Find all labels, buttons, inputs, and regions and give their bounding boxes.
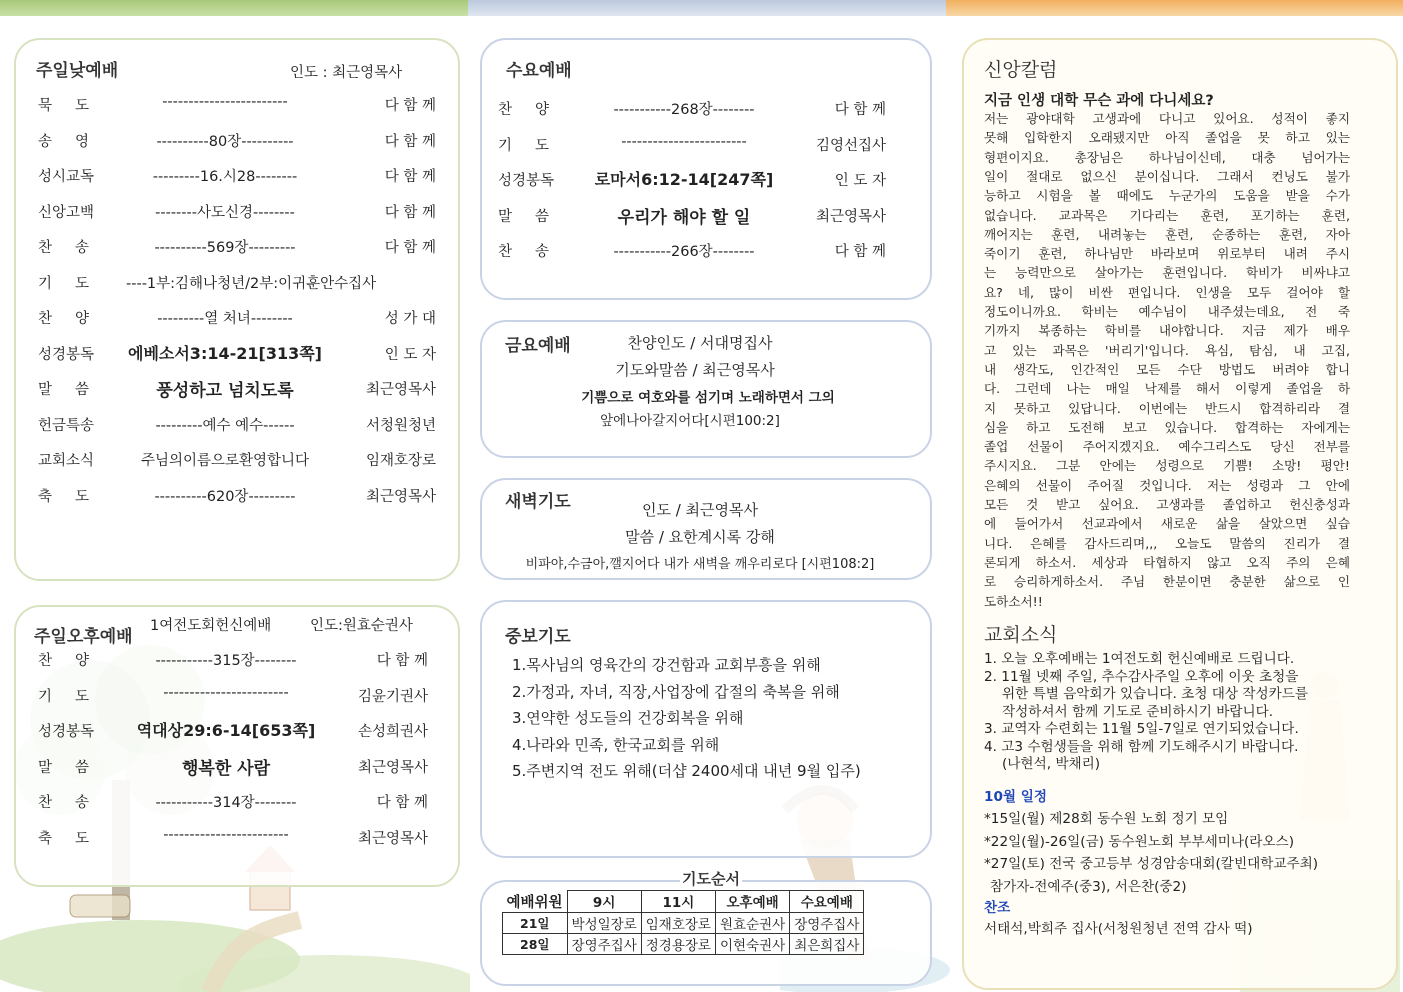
friday-line1: 찬양인도 / 서대명집사 bbox=[627, 334, 773, 352]
service-person: 다 함 께 bbox=[834, 102, 886, 118]
service-item: 축 도 bbox=[38, 488, 90, 505]
column-line: 고 있는 과목은 '버리기'입니다. 욕심, 탐심, 내 고집, bbox=[984, 342, 1350, 358]
intercession-item: 1.목사님의 영육간의 강건함과 교회부흥을 위해 bbox=[512, 656, 821, 674]
column-line: 모든 것 받고 싶어요. 고생과를 졸업하고 헌신충성과 bbox=[984, 497, 1350, 512]
support-title: 찬조 bbox=[984, 900, 1011, 916]
service-content: -----------268장-------- bbox=[613, 102, 755, 118]
service-item: 신앙고백 bbox=[38, 204, 95, 221]
service-content: ------------------------ bbox=[163, 684, 289, 701]
top-bar-green bbox=[0, 0, 468, 16]
news-item: 4. 고3 수험생들을 위해 함께 기도해주시기 바랍니다. bbox=[984, 738, 1299, 755]
service-content: ----------569장--------- bbox=[154, 240, 296, 256]
prayer-order-header-row bbox=[503, 891, 864, 913]
prayer-order-row bbox=[503, 912, 864, 933]
service-person: 다 함 께 bbox=[376, 795, 428, 811]
prayer-order-header-cell: 9시 bbox=[567, 891, 641, 913]
friday-line2: 기도와말씀 / 최근영목사 bbox=[615, 361, 775, 379]
column-line: 니다. 은혜를 감사드리며,,, 오늘도 말씀의 진리가 결 bbox=[984, 535, 1350, 551]
service-item: 기 도 bbox=[498, 137, 550, 154]
service-item: 찬 송 bbox=[38, 795, 90, 811]
service-person: 서청원청년 bbox=[365, 417, 436, 434]
sunday-afternoon-title: 주일오후예배 bbox=[34, 627, 133, 647]
dawn-title: 새벽기도 bbox=[505, 492, 571, 512]
column-line: 없습니다. 교과목은 기다리는 훈련, 포기하는 훈련, bbox=[984, 207, 1350, 223]
schedule-item: *15일(월) 제28회 동수원 노회 정기 모임 bbox=[984, 811, 1229, 827]
news-item: 2. 11월 넷째 주일, 추수감사주일 오후에 이웃 초청을 bbox=[984, 668, 1299, 685]
service-content: --------사도신경-------- bbox=[155, 204, 295, 221]
column-line: 저는 광야대학 고생과에 다니고 있어요. 성적이 좋지 bbox=[984, 111, 1350, 126]
service-person: 최근영목사 bbox=[365, 382, 436, 398]
service-content: 로마서6:12-14[247쪽] bbox=[594, 170, 774, 189]
support-text: 서태석,박희주 집사(서청원청년 전역 감사 떡) bbox=[984, 921, 1253, 937]
prayer-order-header-cell: 11시 bbox=[641, 891, 715, 913]
service-person: 다 함 께 bbox=[384, 204, 436, 221]
column-line: 정도이니까요. 학비는 예수님이 내주셨는데요, 전 죽 bbox=[984, 304, 1350, 319]
service-person: 인 도 자 bbox=[834, 173, 886, 189]
column-line: 형편이지요. 총장님은 하나님이신데, 대충 넘어가는 bbox=[984, 149, 1350, 165]
intercession-item: 3.연약한 성도들의 건강회복을 위해 bbox=[512, 709, 744, 727]
column-line: 에 들어가서 선교과에서 새로운 삶을 살았으면 싶습 bbox=[984, 516, 1350, 532]
news-item: 작성하셔서 함께 기도로 준비하시기 바랍니다. bbox=[1002, 703, 1274, 720]
friday-verse1: 기쁨으로 여호와를 섬기며 노래하면서 그의 bbox=[581, 390, 835, 406]
column-line: 졸업 선물이 주어지겠지요. 예수그리스도 당신 전부를 bbox=[984, 439, 1350, 455]
service-content: ------------------------ bbox=[621, 133, 747, 150]
service-person: 최근영목사 bbox=[357, 830, 428, 847]
service-content: ----------80장---------- bbox=[156, 133, 294, 150]
service-content: 행복한 사람 bbox=[181, 758, 271, 779]
wednesday-title: 수요예배 bbox=[506, 61, 572, 81]
column-title: 신앙칼럼 bbox=[984, 59, 1058, 81]
column-line: 요? 네, 많이 비싼 편입니다. 인생을 모두 걸어야 할 bbox=[984, 284, 1350, 300]
schedule-title: 10월 일정 bbox=[984, 789, 1048, 805]
service-person: 다 함 께 bbox=[384, 169, 436, 185]
sunday-afternoon-leader: 인도:원효순권사 bbox=[310, 618, 413, 634]
column-line: 로 승리하게하소서. 주님 한분이면 충분한 삶으로 인 bbox=[984, 574, 1350, 590]
column-line: 능하고 시험을 볼 때에도 누군가의 도움을 받을 수가 bbox=[984, 188, 1350, 204]
service-item: 찬 송 bbox=[38, 240, 90, 256]
prayer-order-cell: 21일 bbox=[503, 912, 568, 933]
service-item: 교회소식 bbox=[38, 453, 95, 469]
news-item: 1. 오늘 오후예배는 1여전도회 헌신예배로 드립니다. bbox=[984, 651, 1295, 667]
service-person: 최근영목사 bbox=[815, 208, 886, 225]
service-person: 성 가 대 bbox=[384, 311, 436, 327]
column-line: 론되게 하소서. 세상과 타협하지 않고 오직 주의 은혜 bbox=[984, 554, 1350, 570]
sunday-morning-title: 주일낮예배 bbox=[36, 61, 119, 81]
service-content: 에베소서3:14-21[313쪽] bbox=[127, 343, 322, 363]
schedule-item: 참가자-전예주(중3), 서은찬(중2) bbox=[990, 878, 1187, 895]
service-content: 풍성하고 넘치도록 bbox=[156, 381, 294, 401]
service-content: -----------266장-------- bbox=[613, 244, 755, 260]
column-line: 깨어지는 훈련, 내려놓는 훈련, 순종하는 훈련, 자아 bbox=[984, 226, 1350, 242]
prayer-order-cell: 이현숙권사 bbox=[715, 933, 789, 954]
service-item: 찬 양 bbox=[498, 102, 550, 118]
prayer-order-cell: 원효순권사 bbox=[715, 912, 789, 933]
schedule-item: *27일(토) 전국 중고등부 성경암송대회(칼빈대학교주최) bbox=[984, 856, 1319, 872]
service-content: 우리가 해야 할 일 bbox=[617, 207, 751, 228]
service-item: 말 씀 bbox=[38, 382, 90, 398]
prayer-order-cell: 임재호장로 bbox=[641, 912, 715, 933]
schedule-item: *22일(월)-26일(금) 동수원노회 부부세미나(라오스) bbox=[984, 833, 1294, 850]
column-line: 도하소서!! bbox=[984, 593, 1043, 609]
sunday-morning-leader: 인도 : 최근영목사 bbox=[290, 65, 403, 81]
prayer-order-cell: 박성일장로 bbox=[567, 912, 641, 933]
friday-verse2: 앞에나아갈지어다[시편100:2] bbox=[600, 413, 780, 429]
friday-title: 금요예배 bbox=[505, 336, 571, 356]
service-item: 성경봉독 bbox=[498, 173, 555, 189]
news-item: 위한 특별 음악회가 있습니다. 초청 대상 작성카드를 bbox=[1002, 686, 1309, 702]
service-person: 다 함 께 bbox=[376, 653, 428, 669]
service-content: ----------620장--------- bbox=[154, 488, 296, 505]
column-line: 죽이기 훈련, 하나님만 바라보며 위로부터 내려 주시 bbox=[984, 246, 1350, 262]
dawn-line2: 말씀 / 요한계시록 강해 bbox=[625, 528, 775, 546]
service-person: 임재호장로 bbox=[365, 453, 436, 469]
service-person: 최근영목사 bbox=[365, 488, 436, 505]
top-bar-orange bbox=[946, 0, 1403, 16]
prayer-order-cell: 장영주집사 bbox=[790, 912, 864, 933]
column-line: 일이 절대로 없으신 분이십니다. 그래서 컨닝도 불가 bbox=[984, 168, 1350, 184]
service-item: 묵 도 bbox=[38, 98, 90, 114]
intercession-item: 4.나라와 민족, 한국교회를 위해 bbox=[512, 735, 720, 754]
service-item: 성시교독 bbox=[38, 169, 95, 185]
intercession-item: 2.가정과, 자녀, 직장,사업장에 갑절의 축복을 위해 bbox=[512, 682, 840, 701]
column-line: 지 못하고 있답니다. 이번에는 반드시 합격하리라 결 bbox=[984, 400, 1350, 416]
news-item: 3. 교역자 수련회는 11월 5일-7일로 연기되었습니다. bbox=[984, 721, 1299, 737]
service-content: -----------315장-------- bbox=[155, 653, 297, 669]
column-line: 주시지요. 그분 안에는 성령으로 기쁨! 소망! 평안! bbox=[984, 458, 1350, 474]
service-item: 말 씀 bbox=[498, 208, 550, 225]
column-line: 못해 입학한지 오래됐지만 아직 졸업을 못 하고 있는 bbox=[984, 130, 1350, 146]
prayer-order-cell: 정경용장로 bbox=[641, 933, 715, 954]
top-bar-blue bbox=[468, 0, 946, 16]
news-item: (나현석, 박채리) bbox=[1002, 756, 1101, 772]
service-person: 김윤기권사 bbox=[357, 688, 428, 705]
service-content: ---------16.시28-------- bbox=[152, 169, 298, 185]
service-item: 말 씀 bbox=[38, 759, 90, 776]
dawn-verse: 비파야,수금아,깰지어다 내가 새벽을 깨우리로다 [시편108:2] bbox=[525, 557, 875, 572]
column-line: 기까지 복종하는 학비를 내야합니다. 지금 제가 배우 bbox=[984, 323, 1350, 339]
service-person: 다 함 께 bbox=[384, 133, 436, 150]
prayer-order-cell: 장영주집사 bbox=[567, 933, 641, 954]
column-line: 는 능력만으로 살아가는 훈련입니다. 학비가 비싸냐고 bbox=[984, 265, 1350, 281]
prayer-order-cell: 28일 bbox=[503, 933, 568, 954]
service-person: 다 함 께 bbox=[834, 244, 886, 260]
service-item: 송 영 bbox=[38, 133, 90, 150]
column-line: 은혜의 선물이 주어질 것입니다. 저는 성령과 그 안에 bbox=[984, 477, 1350, 493]
service-item: 성경봉독 bbox=[38, 724, 95, 740]
service-item: 축 도 bbox=[38, 830, 90, 847]
prayer-order-row bbox=[503, 933, 864, 954]
column-headline: 지금 인생 대학 무슨 과에 다니세요? bbox=[984, 93, 1214, 109]
intercession-title: 중보기도 bbox=[505, 627, 571, 647]
sunday-afternoon-subtitle: 1여전도회헌신예배 bbox=[150, 618, 272, 634]
service-content: -----------314장-------- bbox=[155, 795, 297, 811]
prayer-order-header-cell: 예배위원 bbox=[506, 894, 563, 911]
prayer-order-title: 기도순서 bbox=[682, 870, 740, 888]
service-item: 헌금특송 bbox=[38, 417, 95, 434]
column-line: 심을 하고 도전해 보고 있습니다. 합격하는 자에게는 bbox=[984, 419, 1350, 435]
service-content: ---------열 처녀-------- bbox=[157, 311, 293, 327]
service-content: ---------예수 예수------ bbox=[155, 417, 295, 434]
service-content: 주님의이름으로환영합니다 bbox=[140, 453, 310, 469]
service-item: 찬 양 bbox=[38, 311, 90, 327]
news-title: 교회소식 bbox=[984, 624, 1058, 646]
service-content: ----1부:김해나청년/2부:이귀훈안수집사 bbox=[126, 275, 377, 292]
service-person: 인 도 자 bbox=[384, 346, 436, 363]
service-item: 기 도 bbox=[38, 275, 90, 292]
prayer-order-cell: 최은희집사 bbox=[790, 933, 864, 954]
service-person: 다 함 께 bbox=[384, 240, 436, 256]
column-line: 다. 그런데 나는 매일 낙제를 해서 이렇게 졸업을 하 bbox=[984, 381, 1350, 397]
service-content: 역대상29:6-14[653쪽] bbox=[136, 721, 316, 740]
service-item: 찬 송 bbox=[498, 244, 550, 260]
service-item: 찬 양 bbox=[38, 653, 90, 669]
service-item: 기 도 bbox=[38, 688, 90, 705]
column-line: 내 생각도, 인간적인 모든 수단 방법도 버려야 합니 bbox=[984, 361, 1350, 377]
service-person: 손성희권사 bbox=[357, 724, 428, 740]
service-person: 김영선집사 bbox=[815, 137, 886, 154]
prayer-order-table bbox=[502, 890, 864, 955]
service-person: 다 함 께 bbox=[384, 98, 436, 114]
prayer-order-header-cell: 오후예배 bbox=[715, 891, 789, 913]
prayer-order-header-cell: 수요예배 bbox=[790, 891, 864, 913]
service-content: ------------------------ bbox=[162, 94, 288, 110]
service-person: 최근영목사 bbox=[357, 759, 428, 776]
dawn-line1: 인도 / 최근영목사 bbox=[641, 501, 759, 519]
service-content: ------------------------ bbox=[163, 826, 289, 843]
service-item: 성경봉독 bbox=[38, 346, 95, 363]
intercession-item: 5.주변지역 전도 위해(더샵 2400세대 내년 9월 입주) bbox=[512, 762, 861, 780]
